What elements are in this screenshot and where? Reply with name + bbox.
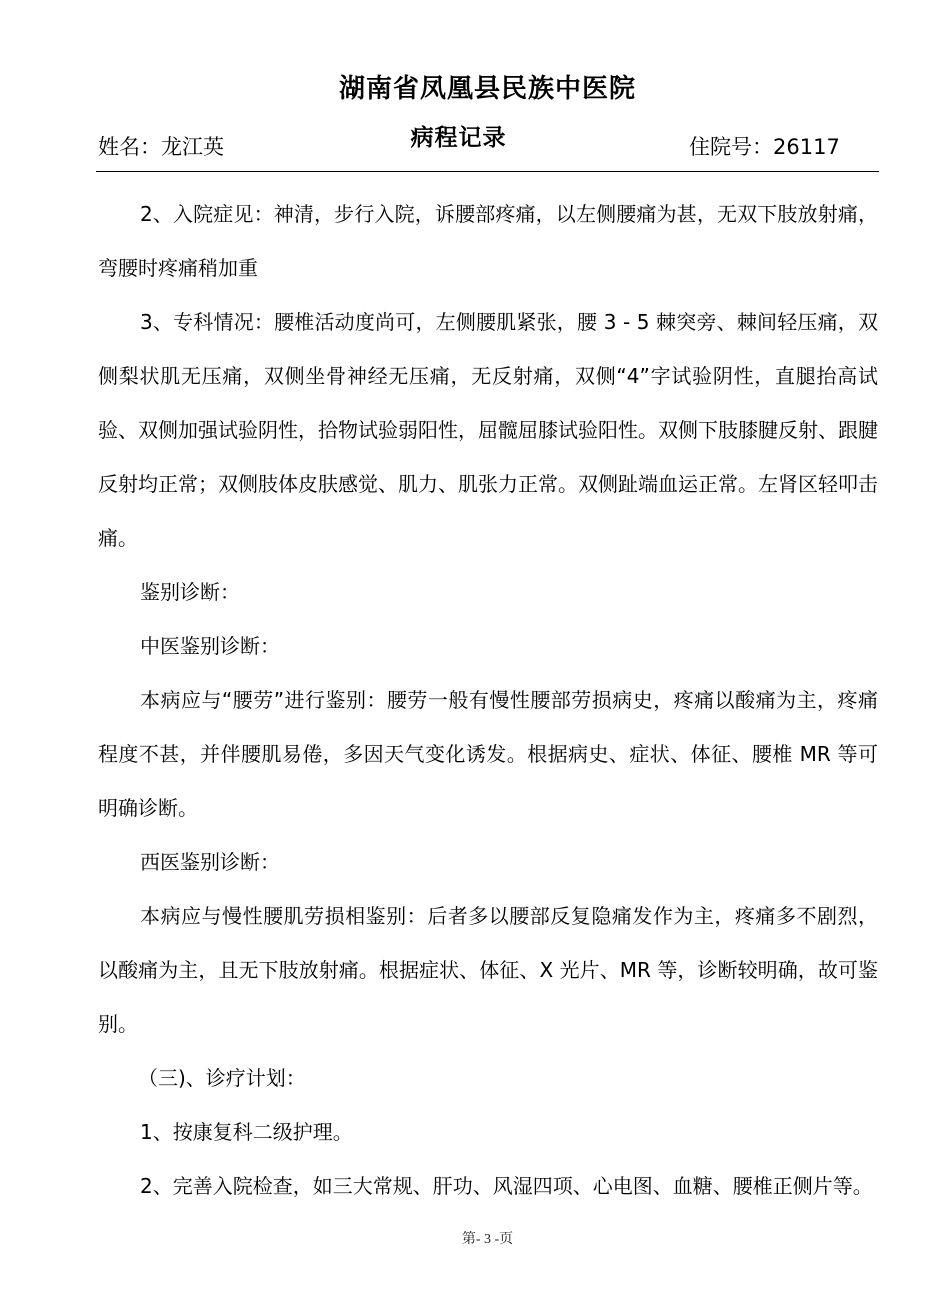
hospital-name: 湖南省凤凰县民族中医院: [338, 74, 636, 104]
tcm-differential-paragraph: 本病应与“腰劳”进行鉴别：腰劳一般有慢性腰部劳损病史，疼痛以酸痛为主，疼痛程度不甚，并伴腰肌易倦，多因天气变化诱发。根据病史、症状、体征、腰椎 MR 等可明确诊断。: [98, 688, 878, 820]
record-title: 病程记录: [410, 125, 507, 151]
record-body: [98, 187, 878, 1213]
patient-name: 姓名：龙江英: [98, 135, 224, 159]
specialty-paragraph: 3、专科情况：腰椎活动度尚可，左侧腰肌紧张，腰 3 - 5 棘突旁、棘间轻压痛，双侧梨状肌无压痛，双侧坐骨神经无压痛，无反射痛，双侧“4”字试验阴性，直腿抬高试验、双侧加强试验阴性，拾物试验弱阳性，屈髋屈膝试验阳性。双侧下肢膝腱反射、跟腱反射均正常；双侧肢体皮肤感觉、肌力、肌张力正常。双侧趾端血运正常。左肾区轻叩击痛。: [98, 310, 878, 550]
treatment-plan-heading: （三)、诊疗计划：: [138, 1066, 306, 1090]
plan-item-1: 1、按康复科二级护理。: [140, 1120, 353, 1144]
western-differential-heading: 西医鉴别诊断：: [140, 850, 280, 874]
page-number: 第- 3 -页: [461, 1232, 514, 1247]
symptoms-paragraph: 2、入院症见：神清，步行入院，诉腰部疼痛，以左侧腰痛为甚，无双下肢放射痛，弯腰时疼痛稍加重: [98, 202, 878, 280]
western-differential-paragraph: 本病应与慢性腰肌劳损相鉴别：后者多以腰部反复隐痛发作为主，疼痛多不剧烈，以酸痛为主，且无下肢放射痛。根据症状、体征、X 光片、MR 等，诊断较明确，故可鉴别。: [98, 904, 878, 1036]
admission-number: 住院号：26117: [689, 135, 840, 159]
tcm-differential-heading: 中医鉴别诊断：: [140, 634, 280, 658]
plan-item-2: 2、完善入院检查，如三大常规、肝功、风湿四项、心电图、血糖、腰椎正侧片等。: [140, 1174, 873, 1198]
header-divider: [96, 171, 879, 172]
differential-heading: 鉴别诊断：: [140, 580, 240, 604]
